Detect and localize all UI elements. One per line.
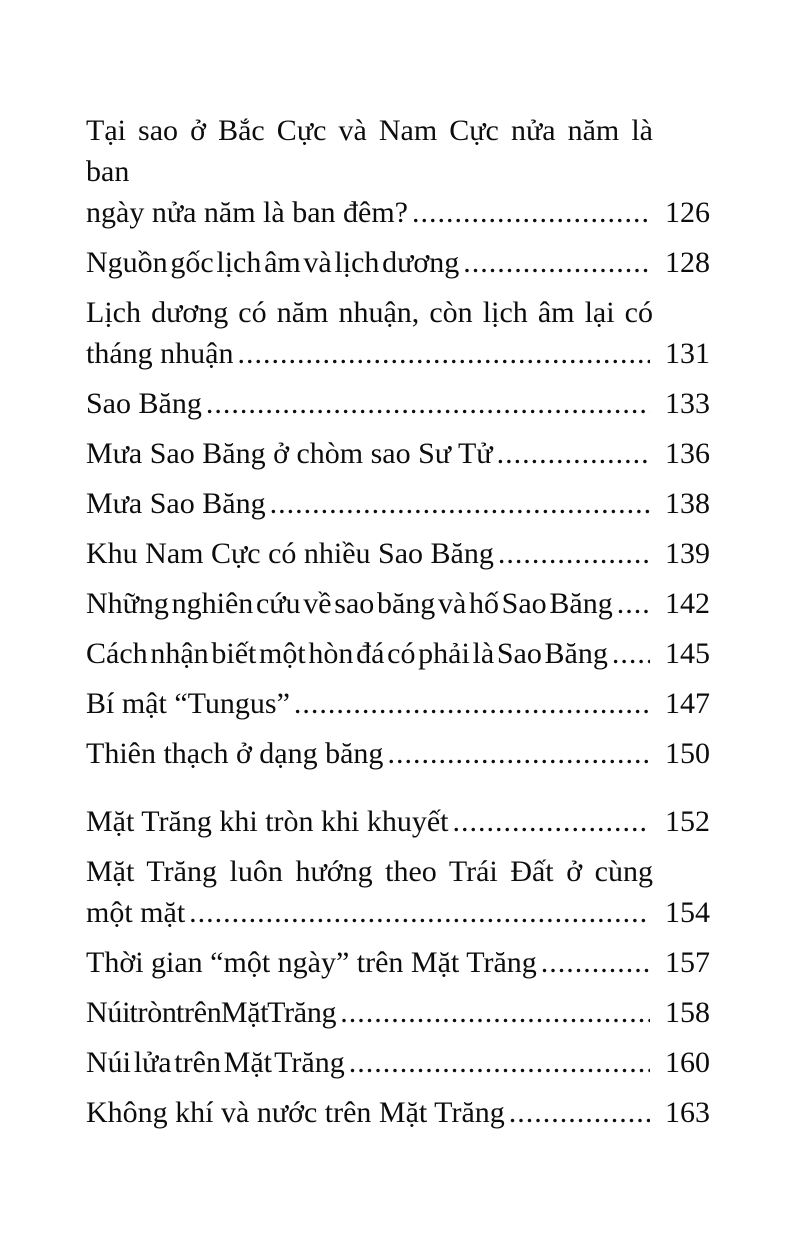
toc-entry-row <box>86 1042 710 1083</box>
toc-entry-row <box>86 892 710 933</box>
toc <box>86 110 710 1133</box>
toc-entry-title: Khu Nam Cực có nhiều Sao Băng <box>86 537 494 570</box>
toc-entry-title: Mưa Sao Băng <box>86 487 266 520</box>
dot-leader <box>493 433 650 474</box>
toc-entry-title: Nguồn gốc lịch âm và lịch dương <box>86 246 460 279</box>
toc-entry-row <box>86 242 710 283</box>
toc-entry-row <box>86 683 710 724</box>
toc-entry-page-number: 128 <box>665 246 710 279</box>
toc-entry-row <box>86 383 710 424</box>
toc-entry-title: ngày nửa năm là ban đêm? <box>86 196 408 229</box>
dot-leader <box>494 533 650 574</box>
toc-entry-row <box>86 633 710 674</box>
toc-entry-page-number: 131 <box>665 337 710 370</box>
toc-entry-title: Núi lửa trên Mặt Trăng <box>86 1046 345 1079</box>
toc-entry <box>86 1092 710 1133</box>
toc-entry <box>86 942 710 983</box>
toc-entry-title: Thời gian “một ngày” trên Mặt Trăng <box>86 946 537 979</box>
toc-entry-page-number: 139 <box>665 537 710 570</box>
toc-entry-page-number: 157 <box>665 946 710 979</box>
toc-entry <box>86 992 710 1033</box>
toc-entry-row <box>86 192 710 233</box>
toc-entry <box>86 242 710 283</box>
toc-entry-page-number: 163 <box>665 1096 710 1129</box>
dot-leader <box>185 892 650 933</box>
toc-entry <box>86 483 710 524</box>
toc-entry-page-number: 142 <box>665 587 710 620</box>
toc-entry-page-number: 160 <box>665 1046 710 1079</box>
dot-leader <box>336 992 650 1033</box>
toc-entry <box>86 1042 710 1083</box>
toc-entry-row <box>86 433 710 474</box>
toc-entry-row <box>86 992 710 1033</box>
toc-entry-page-number: 126 <box>665 196 710 229</box>
toc-entry-title: Không khí và nước trên Mặt Trăng <box>86 1096 505 1129</box>
toc-entry-row <box>86 733 710 774</box>
toc-entry-title: Mặt Trăng khi tròn khi khuyết <box>86 805 449 838</box>
dot-leader <box>383 733 650 774</box>
toc-entry <box>86 433 710 474</box>
toc-entry-title: Những nghiên cứu về sao băng và hố Sao Băng <box>86 587 613 620</box>
toc-entry-title: Thiên thạch ở dạng băng <box>86 737 384 770</box>
dot-leader <box>290 683 650 724</box>
toc-entry <box>86 851 710 933</box>
dot-leader <box>449 801 650 842</box>
toc-entry-row <box>86 942 710 983</box>
toc-entry-page-number: 147 <box>665 687 710 720</box>
toc-entry-page-number: 138 <box>665 487 710 520</box>
dot-leader <box>266 483 650 524</box>
dot-leader <box>613 583 650 624</box>
toc-entry-first-line: Mặt Trăng luôn hướng theo Trái Đất ở cùng <box>86 855 653 888</box>
toc-entry-page-number: 136 <box>665 437 710 470</box>
toc-entry-title: Bí mật “Tungus” <box>86 687 290 720</box>
toc-entry <box>86 801 710 842</box>
toc-entry-row <box>86 483 710 524</box>
toc-entry-page-number: 152 <box>665 805 710 838</box>
toc-entry-page-number: 133 <box>665 387 710 420</box>
toc-entry <box>86 633 710 674</box>
toc-entry-page-number: 158 <box>665 996 710 1029</box>
toc-entry-page-number: 154 <box>665 896 710 929</box>
toc-section <box>86 801 710 1133</box>
toc-entry-first-line: Lịch dương có năm nhuận, còn lịch âm lại có <box>86 296 653 329</box>
toc-entry <box>86 110 710 233</box>
toc-entry-row <box>86 333 710 374</box>
dot-leader <box>233 333 650 374</box>
toc-entry <box>86 583 710 624</box>
toc-entry-title: tháng nhuận <box>86 337 234 370</box>
toc-entry-row <box>86 1092 710 1133</box>
dot-leader <box>505 1092 650 1133</box>
toc-entry-first-line: Tại sao ở Bắc Cực và Nam Cực nửa năm là ban <box>86 114 653 188</box>
dot-leader <box>408 192 650 233</box>
toc-entry-page-number: 150 <box>665 737 710 770</box>
toc-entry-title: Núi tròn trên Mặt Trăng <box>86 996 337 1029</box>
toc-entry <box>86 292 710 374</box>
toc-entry-title: một mặt <box>86 896 186 929</box>
dot-leader <box>608 633 650 674</box>
dot-leader <box>345 1042 650 1083</box>
toc-entry-page-number: 145 <box>665 637 710 670</box>
dot-leader <box>202 383 650 424</box>
dot-leader <box>459 242 650 283</box>
toc-section <box>86 110 710 774</box>
toc-entry <box>86 533 710 574</box>
toc-entry-row <box>86 801 710 842</box>
toc-entry-row <box>86 583 710 624</box>
toc-entry-title: Sao Băng <box>86 387 202 420</box>
toc-entry <box>86 733 710 774</box>
toc-entry <box>86 683 710 724</box>
toc-entry-row <box>86 533 710 574</box>
dot-leader <box>537 942 650 983</box>
toc-entry <box>86 383 710 424</box>
toc-entry-title: Mưa Sao Băng ở chòm sao Sư Tử <box>86 437 493 470</box>
toc-entry-title: Cách nhận biết một hòn đá có phải là Sao Băng <box>86 637 608 670</box>
